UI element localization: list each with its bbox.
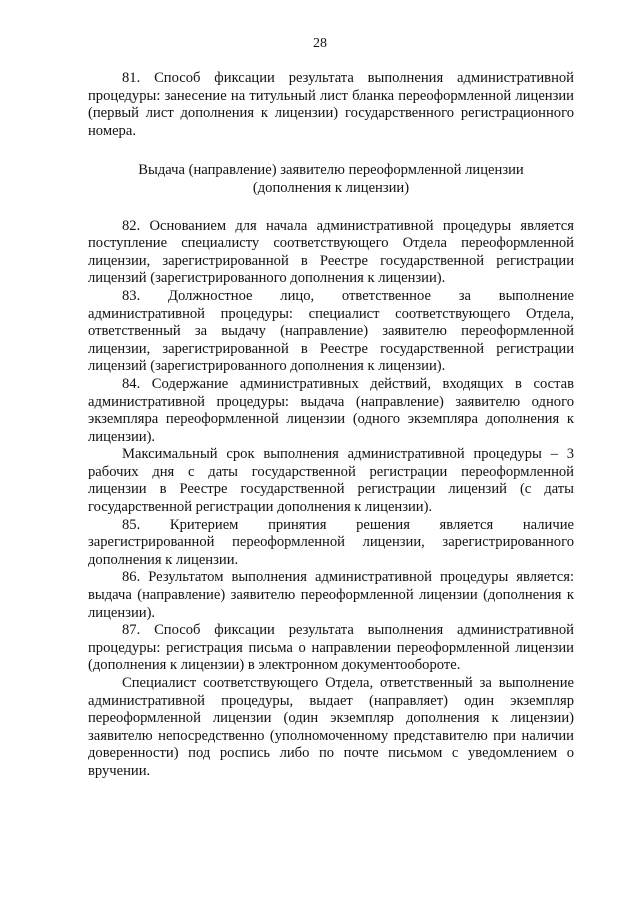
paragraph-specialist: Специалист соответствующего Отдела, ответственный за выполнение административной процедуры, выдает (направляет) один экземпляр переоформленной лицензии (один экземпляр дополнения к лицензии) заявителю непосредственно (уполномоченному представителю при наличии доверенности) под роспись либо по почте письмом с уведомлением о вручении. [88,675,574,779]
page-number: 28 [313,36,327,51]
paragraph-81: 81. Способ фиксации результата выполнения административной процедуры: занесение на титульный лист бланка переоформленной лицензии (первый лист дополнения к лицензии) государственного регистрационного номера. [88,70,574,139]
paragraph-84: 84. Содержание административных действий, входящих в состав административной процедуры: выдача (направление) заявителю одного экземпляра переоформленной лицензии (одного экземпляра дополнения к лицензии). [88,375,574,445]
section-heading [88,162,574,197]
section-heading-line2: (дополнения к лицензии) [252,179,410,196]
paragraph-86: 86. Результатом выполнения административной процедуры является: выдача (направление) заявителю переоформленной лицензии (дополнения к лицензии). [88,569,574,621]
section-heading-line1: Выдача (направление) заявителю переоформленной лицензии [138,162,524,179]
paragraph-87: 87. Способ фиксации результата выполнения административной процедуры: регистрация письма о направлении переоформленной лицензии (дополнения к лицензии) в электронном документообороте. [88,622,574,674]
document-body [88,70,574,781]
paragraph-max-term: Максимальный срок выполнения административной процедуры – 3 рабочих дня с даты государственной регистрации переоформленной лицензии в Реестре государственной регистрации лицензий (с даты государственной регистрации дополнения к лицензии). [88,446,574,516]
paragraph-82: 82. Основанием для начала административной процедуры является поступление специалисту соответствующего Отдела переоформленной лицензии, зарегистрированной в Реестре государственной регистрации лицензий (зарегистрированного дополнения к лицензии). [88,217,574,287]
paragraph-85: 85. Критерием принятия решения является наличие зарегистрированной переоформленной лицензии, зарегистрированного дополнения к лицензии. [88,516,574,568]
paragraph-83: 83. Должностное лицо, ответственное за выполнение административной процедуры: специалист соответствующего Отдела, ответственный за выдачу (направление) заявителю переоформленной лицензии, зарегистрированной в Реестре государственной регистрации лицензий (зарегистрированного дополнения к лицензии). [88,287,574,375]
